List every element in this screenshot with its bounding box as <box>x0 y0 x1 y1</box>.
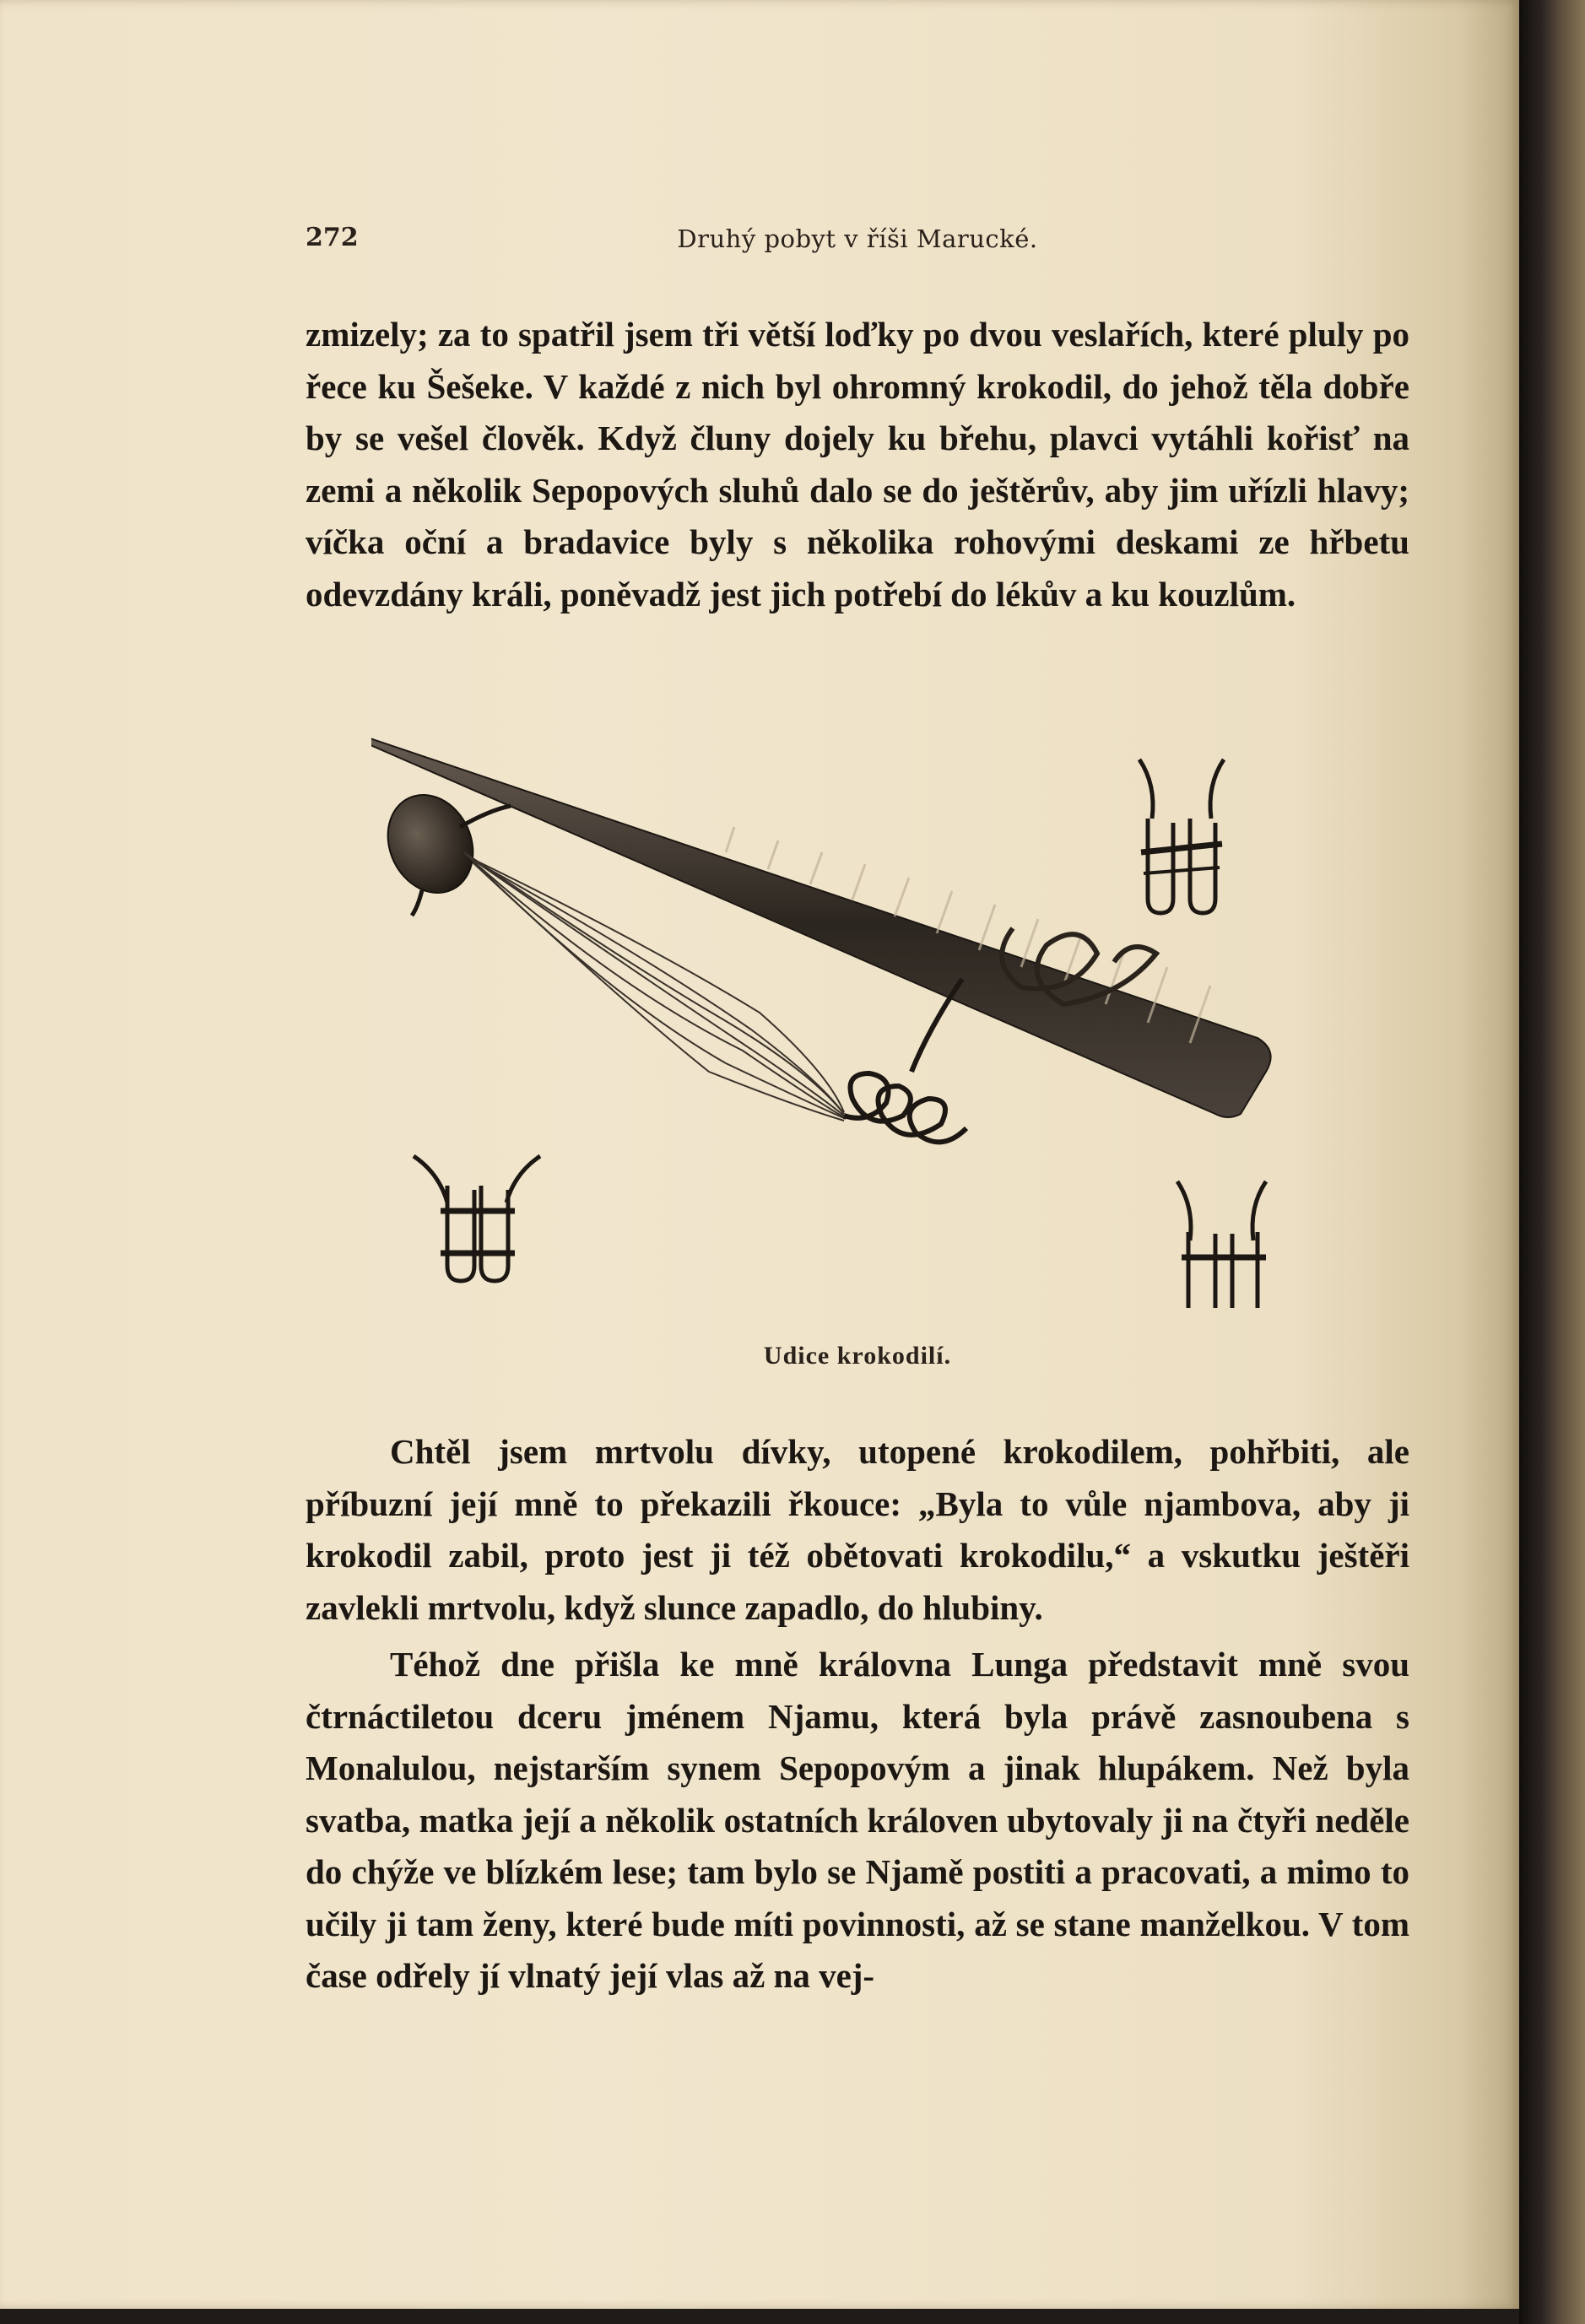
horn-shaft <box>371 727 1271 1117</box>
coiled-line <box>844 979 966 1142</box>
engraving-svg <box>371 717 1367 1308</box>
hook-top-right <box>1139 759 1224 913</box>
hook-left <box>414 1156 540 1281</box>
running-title: Druhý pobyt v říši Marucké. <box>677 224 1038 253</box>
paragraph-1: zmizely; za to spatřil jsem tři větší loďky po dvou veslařích, které pluly po řece ku Šešeke. V každé z nich byl ohromný krokodil, do jehož těla dobře by se vešel člověk. Když čluny dojely ku břehu, plavci vytáhli kořisť na zemi a několik Sepopových sluhů dalo se do ještěrův, aby jim uřízli hlavy; víčka oční a bradavice byly s několika rohovými deskami ze hřbetu odevzdány králi, poněvadž jest jich potřebí do lékův a ku kouzlům. <box>306 315 1409 613</box>
running-head <box>306 223 1409 257</box>
figure-caption: Udice krokodilí. <box>763 1342 952 1370</box>
crocodile-hook-illustration <box>371 717 1367 1308</box>
paragraph-2: Chtěl jsem mrtvolu dívky, utopené krokodilem, pohřbiti, ale příbuzní její mně to překazili řkouce: „Byla to vůle njambova, aby ji krokodil zabil, proto jest ji též obětovati krokodilu,“ a vskutku ještěři zavlekli mrtvolu, když slunce zapadlo, do hlubiny. <box>306 1432 1409 1627</box>
book-spine <box>1519 0 1585 2324</box>
hook-bottom-right <box>1177 1181 1266 1308</box>
paragraph-3: Téhož dne přišla ke mně královna Lunga představit mně svou čtrnáctiletou dceru jménem Njamu, která byla právě zasnoubena s Monalulou, nejstarším synem Sepopovým a jinak hlupákem. Než byla svatba, matka její a několik ostatních královen ubytovaly ji na čtyři neděle do chýže ve blízkém lese; tam bylo se Njamě postiti a pracovati, a mimo to učily ji tam ženy, které bude míti povinnosti, až se stane manželkou. V tom čase odřely jí vlnatý její vlas až na vej- <box>306 1645 1409 1995</box>
page-number: 272 <box>306 223 359 252</box>
bait-ball <box>372 781 511 916</box>
